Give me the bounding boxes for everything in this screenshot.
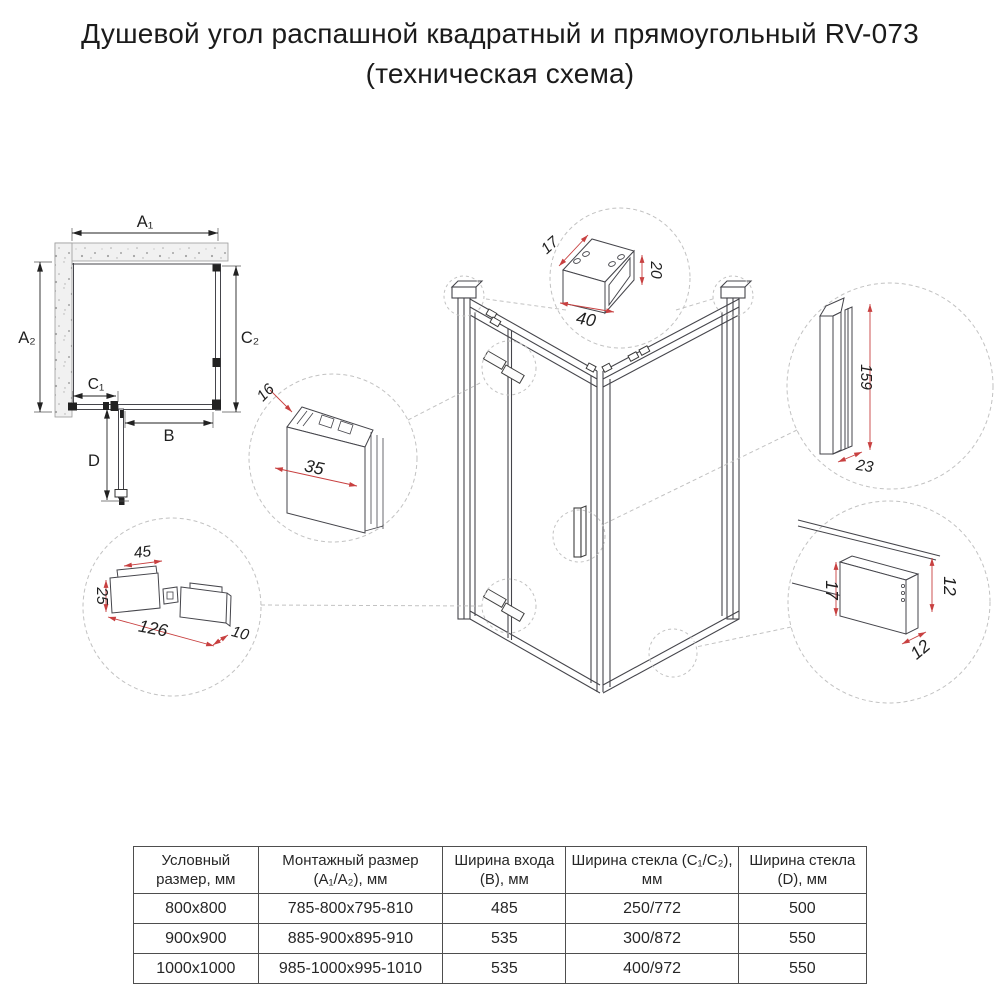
title-line-2: (техническая схема) — [365, 58, 635, 89]
door-handle — [574, 506, 586, 557]
cell-mount-size: 985-1000x995-1010 — [258, 954, 443, 984]
cell-glass-width-d: 500 — [738, 894, 866, 924]
cell-mount-size: 885-900x895-910 — [258, 924, 443, 954]
column-header: Монтажный размер (A₁/A₂), мм — [258, 847, 443, 894]
dim-label-c1: C₁ — [87, 376, 105, 393]
bottom-profile-height-label: 12 — [940, 576, 960, 596]
handle-depth-label: 23 — [854, 456, 875, 477]
table-row — [134, 924, 867, 954]
dim-label-a1: A₁ — [136, 213, 154, 231]
dim-label-c2: C₂ — [240, 329, 260, 347]
reference-circles — [444, 276, 753, 677]
wall-profile-width-label: 35 — [302, 455, 326, 479]
column-header: Ширина входа (B), мм — [443, 847, 566, 894]
detail-wall-profile — [249, 374, 417, 542]
page-title — [0, 14, 1000, 94]
bottom-profile-depth-label: 12 — [906, 635, 935, 664]
plan-wall-top — [55, 243, 228, 261]
hinge-length-label: 126 — [136, 615, 170, 641]
cell-entry-width: 535 — [443, 924, 566, 954]
detail-bottom-profile — [788, 501, 990, 703]
cell-mount-size: 785-800x795-810 — [258, 894, 443, 924]
bottom-profile-channel-label: 17 — [822, 580, 842, 600]
detail-hinge — [83, 518, 261, 696]
bracket-width-label: 40 — [574, 307, 598, 331]
hinge-height-label: 25 — [93, 587, 110, 605]
cell-size: 1000x1000 — [134, 954, 259, 984]
wall-profile-depth-label: 16 — [253, 380, 278, 405]
cell-entry-width: 485 — [443, 894, 566, 924]
handle-length-label: 159 — [857, 364, 874, 390]
cell-size: 800x800 — [134, 894, 259, 924]
column-header: Условный размер, мм — [134, 847, 259, 894]
cell-glass-width-c: 400/972 — [566, 954, 738, 984]
technical-diagram — [0, 190, 1000, 845]
bracket-depth-label: 17 — [537, 233, 563, 258]
cell-entry-width: 535 — [443, 954, 566, 984]
cell-glass-width-c: 300/872 — [566, 924, 738, 954]
dim-label-a2: A₂ — [18, 329, 36, 347]
dim-label-d: D — [88, 452, 100, 470]
cell-size: 900x900 — [134, 924, 259, 954]
column-header: Ширина стекла (D), мм — [738, 847, 866, 894]
cell-glass-width-d: 550 — [738, 954, 866, 984]
cell-glass-width-c: 250/772 — [566, 894, 738, 924]
detail-handle — [787, 283, 993, 489]
iso-view — [452, 281, 751, 693]
hinge-thickness-label: 10 — [229, 623, 251, 645]
column-header: Ширина стекла (C₁/C₂), мм — [566, 847, 738, 894]
dim-label-b: B — [163, 427, 175, 445]
bracket-height-label: 20 — [647, 261, 664, 279]
table-row — [134, 954, 867, 984]
hinge-top-width-label: 45 — [132, 543, 153, 563]
size-table — [133, 846, 867, 984]
plan-wall-left — [55, 243, 72, 417]
door-hinges — [484, 351, 525, 621]
plan-door-handle — [115, 490, 127, 498]
table-header-row — [134, 847, 867, 894]
cell-glass-width-d: 550 — [738, 924, 866, 954]
plan-view — [18, 213, 259, 505]
table-row — [134, 894, 867, 924]
title-line-1: Душевой угол распашной квадратный и прямоугольный RV-073 — [81, 18, 919, 49]
detail-corner-bracket — [538, 208, 690, 348]
